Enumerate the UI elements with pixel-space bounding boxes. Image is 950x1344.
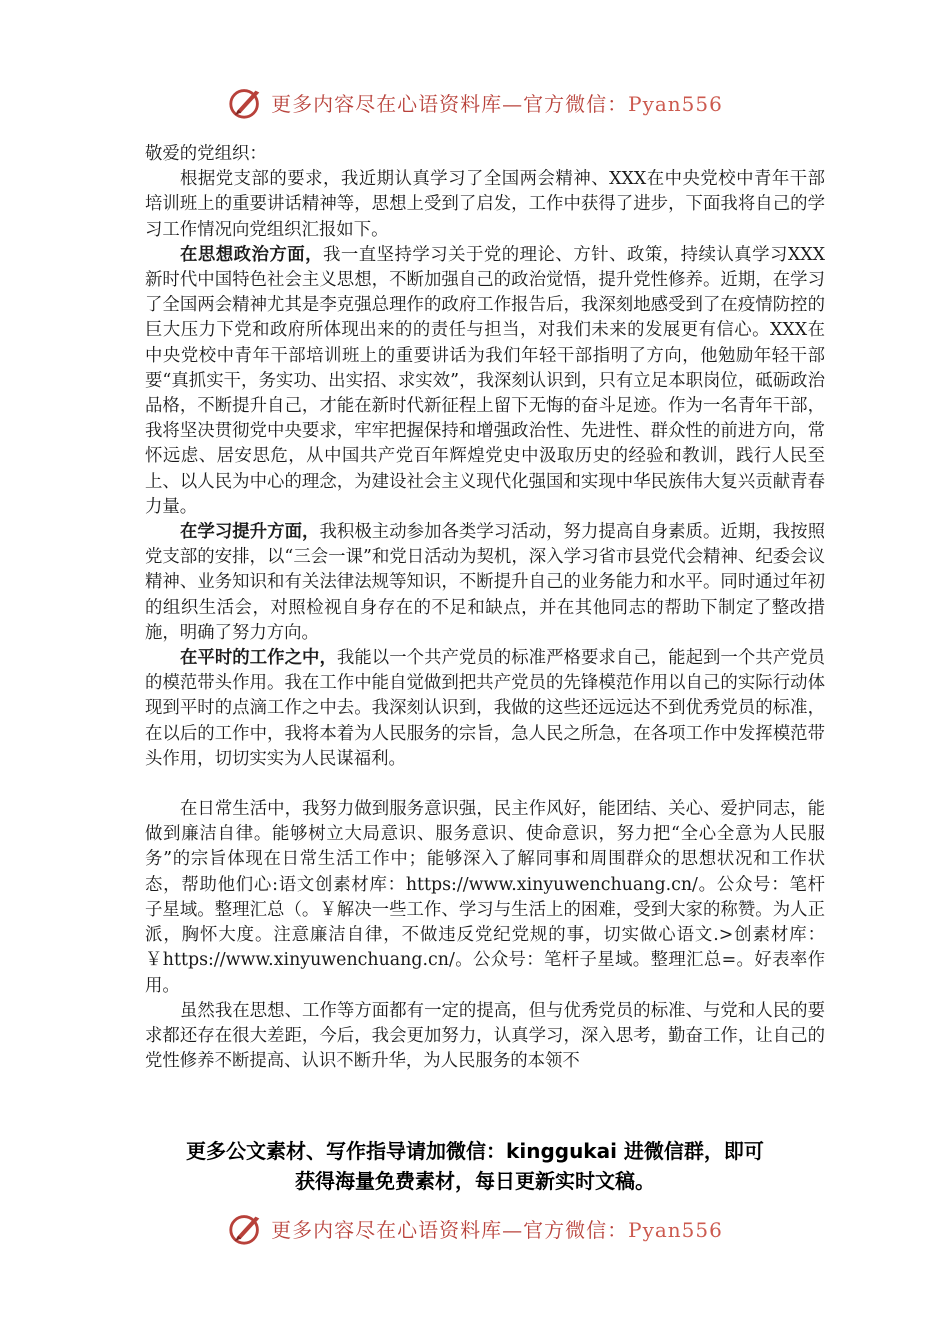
banner-wechat-id: Pyan556 bbox=[628, 1217, 723, 1242]
paragraph-study: 在学习提升方面，我积极主动参加各类学习活动，努力提高自身素质。近期，我按照党支部的安排，以“三会一课”和党日活动为契机，深入学习省市县党代会精神、纪委会议精神、业务知识和有关法律法规等知识，不断提升自己的业务能力和水平。同时通过年初的组织生活会，对照检视自身存在的不足和缺点，并在其他同志的帮助下制定了整改措施，明确了努力方向。 bbox=[145, 522, 825, 643]
paragraph-conclusion: 虽然我在思想、工作等方面都有一定的提高，但与优秀党员的标准、与党和人民的要求都还存在很大差距，今后，我会更加努力，认真学习，深入思考，勤奋工作，让自己的党性修养不断提高、认识不断升华，为人民服务的本领不 bbox=[145, 1000, 825, 1072]
paragraph-political-lead: 在思想政治方面， bbox=[180, 244, 324, 265]
paragraph-work: 在平时的工作之中，我能以一个共产党员的标准严格要求自己，能起到一个共产党员的模范带头作用。我在工作中能自觉做到把共产党员的先锋模范作用以自己的实际行动体现到平时的点滴工作之中去。我深刻认识到，我做的这些还远远达不到优秀党员的标准，在以后的工作中，我将本着为人民服务的宗旨，急人民之所急，在各项工作中发挥模范带头作用，切切实实为人民谋福利。 bbox=[145, 648, 825, 769]
banner-wechat-id: Pyan556 bbox=[628, 91, 723, 116]
header-banner bbox=[0, 80, 950, 124]
paragraph-political: 在思想政治方面，我一直坚持学习关于党的理论、方针、政策，持续认真学习XXX新时代中国特色社会主义思想，不断加强自己的政治觉悟，提升党性修养。近期，在学习了全国两会精神尤其是李克强总理作的政府工作报告后，我深刻地感受到了在疫情防控的巨大压力下党和政府所体现出来的的责任与担当，对我们未来的发展更有信心。XXX在中央党校中青年干部培训班上的重要讲话为我们年轻干部指明了方向，他勉励年轻干部要“真抓实干，务实功、出实招、求实效”，我深刻认识到，只有立足本职岗位，砥砺政治品格，不断提升自己，才能在新时代新征程上留下无悔的奋斗足迹。作为一名青年干部，我将坚决贯彻党中央要求，牢牢把握保持和增强政治性、先进性、群众性的前进方向，常怀远虑、居安思危，从中国共产党百年辉煌党史中汲取历史的经验和教训，践行人民至上、以人民为中心的理念，为建设社会主义现代化强国和实现中华民族伟大复兴贡献青春力量。 bbox=[145, 244, 825, 517]
paragraph-intro: 根据党支部的要求，我近期认真学习了全国两会精神、XXX在中央党校中青年干部培训班上的重要讲话精神等，思想上受到了启发，工作中获得了进步，下面我将自己的学习工作情况向党组织汇报如下。 bbox=[145, 169, 825, 240]
salutation: 敬爱的党组织： bbox=[145, 144, 267, 164]
pen-logo-icon bbox=[227, 1209, 265, 1247]
pen-logo-icon bbox=[227, 83, 265, 121]
banner-text: 更多内容尽在心语资料库—官方微信：Pyan556 bbox=[271, 91, 723, 116]
paragraph-study-lead: 在学习提升方面， bbox=[180, 522, 320, 543]
promo-line-2: 获得海量免费素材，每日更新实时文稿。 bbox=[295, 1169, 655, 1193]
promo-line-1: 更多公文素材、写作指导请加微信：kinggukai 进微信群，即可 bbox=[186, 1139, 764, 1163]
promo-note bbox=[110, 1136, 840, 1196]
paragraph-daily-life: 在日常生活中，我努力做到服务意识强，民主作风好，能团结、关心、爱护同志，能做到廉洁自律。能够树立大局意识、服务意识、使命意识，努力把“全心全意为人民服务”的宗旨体现在日常生活工作中；能够深入了解同事和周围群众的思想状况和工作状态，帮助他们心:语文创素材库：https://www.xinyuwenchuang.cn/。公众号：笔杆子星域。整理汇总（。￥解决一些工作、学习与生活上的困难，受到大家的称赞。为人正派，胸怀大度。注意廉洁自律，不做违反党纪党规的事，切实做心语文.>创素材库：￥https://www.xinyuwenchuang.cn/。公众号：笔杆子星域。整理汇总=。好表率作用。 bbox=[145, 799, 825, 996]
paragraph-work-lead: 在平时的工作之中， bbox=[180, 648, 337, 669]
banner-text: 更多内容尽在心语资料库—官方微信：Pyan556 bbox=[271, 1217, 723, 1242]
report-body bbox=[145, 142, 825, 1074]
footer-banner bbox=[0, 1206, 950, 1250]
